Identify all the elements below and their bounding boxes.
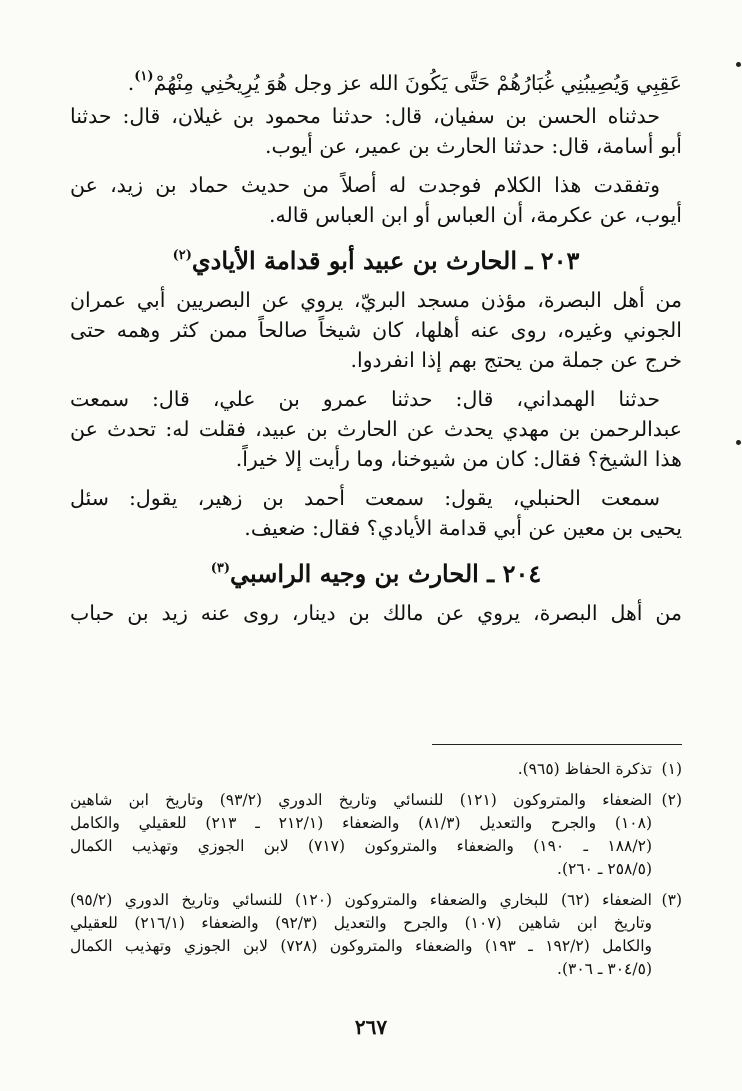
text-line: عَقِبِي وَيُصِيبُنِي غُبَارُهُمْ حَتَّى يَكُونَ الله عز وجل هُوَ يُرِيحُنِي مِنْهُمْ$^{(١)}$. [127, 69, 682, 95]
text-line: من أهل البصرة، مؤذن مسجد البريّ، يروي عن البصريين أبي عمران [70, 288, 682, 312]
paragraph [70, 285, 682, 375]
scan-speck [736, 62, 741, 67]
footnote-line: تذكرة الحفاظ (٩٦٥). [517, 760, 652, 778]
text-line: الجوني وغيره، روى عنه أهلها، كان شيخاً صالحاً ممن كثر وهمه حتى [70, 318, 682, 342]
entry-heading: ٢٠٤ ـ الحارث بن وجيه الراسبي$^{(٣)}$ [210, 559, 542, 588]
page-number: ٢٦٧ [354, 1015, 388, 1039]
text-line: سمعت الحنبلي، يقول: سمعت أحمد بن زهير، يقول: سئل [70, 486, 660, 510]
text-line: حدثنا الهمداني، قال: حدثنا عمرو بن علي، قال: سمعت [70, 387, 660, 411]
entry-heading: ٢٠٣ ـ الحارث بن عبيد أبو قدامة الأيادي$^{(٢)}$ [172, 246, 580, 275]
footnote-number: (١) [661, 760, 682, 778]
footnote-line: وتاريخ ابن شاهين (١٠٧) والجرح والتعديل (٩٢/٣) والضعفاء (٢١٦/١) للعقيلي [70, 914, 653, 932]
footnote-line: (٣٠٤/٥ ـ ٣٠٦). [557, 960, 652, 978]
footnote-ref: (٣) [210, 561, 231, 576]
footnote-number: (٢) [661, 791, 682, 809]
text-line: أبو أسامة، قال: حدثنا الحارث بن عمير، عن أيوب. [264, 134, 682, 158]
footnote [70, 889, 682, 981]
text-line: هذا الشيخ؟ فقال: كان من شيوخنا، وما رأيت إلا خيراً. [235, 447, 682, 471]
opening-hadith-tail [70, 62, 682, 95]
paragraph [70, 384, 682, 474]
text-line: وتفقدت هذا الكلام فوجدت له أصلاً من حديث حماد بن زيد، عن [70, 173, 660, 197]
paragraph [70, 101, 682, 161]
text-line: أيوب، عن عكرمة، أن العباس أو ابن العباس قاله. [268, 203, 682, 227]
footnote-line: والكامل (١٩٢/٢ ـ ١٩٣) والضعفاء والمتروكون (٧٢٨) لابن الجوزي وتهذيب الكمال [70, 937, 652, 955]
paragraph [70, 170, 682, 230]
text-line: خرج عن جملة من يحتج بهم إذا انفردوا. [350, 348, 682, 372]
paragraph [70, 483, 682, 543]
footnote-line: الضعفاء والمتروكون (١٢١) للنسائي وتاريخ الدوري (٩٣/٢) وتاريخ ابن شاهين [70, 791, 652, 809]
footnote-number: (٣) [661, 891, 682, 909]
footnote-ref: (٢) [172, 248, 192, 263]
text-line: حدثناه الحسن بن سفيان، قال: حدثنا محمود بن غيلان، قال: حدثنا [70, 104, 660, 128]
footnote-line: (١٨٨/٢ ـ ١٩٠) والضعفاء والمتروكون (٧١٧) لابن الجوزي وتهذيب الكمال [70, 837, 652, 855]
scan-speck [736, 440, 741, 445]
text-line: يحيى بن معين عن أبي قدامة الأيادي؟ فقال: ضعيف. [244, 516, 682, 540]
text-line: من أهل البصرة، يروي عن مالك بن دينار، روى عنه زيد بن حباب [70, 601, 682, 625]
main-text [70, 62, 682, 637]
text-line: عبدالرحمن بن مهدي يحدث عن الحارث بن عبيد، فقلت له: تحدث عن [70, 417, 682, 441]
paragraph [70, 598, 682, 628]
footnote-line: الضعفاء (٦٢) للبخاري والضعفاء والمتروكون (١٢٠) للنسائي وتاريخ الدوري (٩٥/٢) [70, 891, 652, 909]
footnote-divider [432, 744, 682, 745]
footnote [70, 789, 682, 881]
footnotes [70, 758, 682, 989]
footnote-line: (١٠٨) والجرح والتعديل (٨١/٣) والضعفاء (٢١٢/١ ـ ٢١٣) للعقيلي والكامل [70, 814, 653, 832]
footnote-line: (٢٥٨/٥ ـ ٢٦٠). [557, 860, 652, 878]
footnote [70, 758, 682, 781]
footnote-ref: (١) [134, 69, 154, 84]
